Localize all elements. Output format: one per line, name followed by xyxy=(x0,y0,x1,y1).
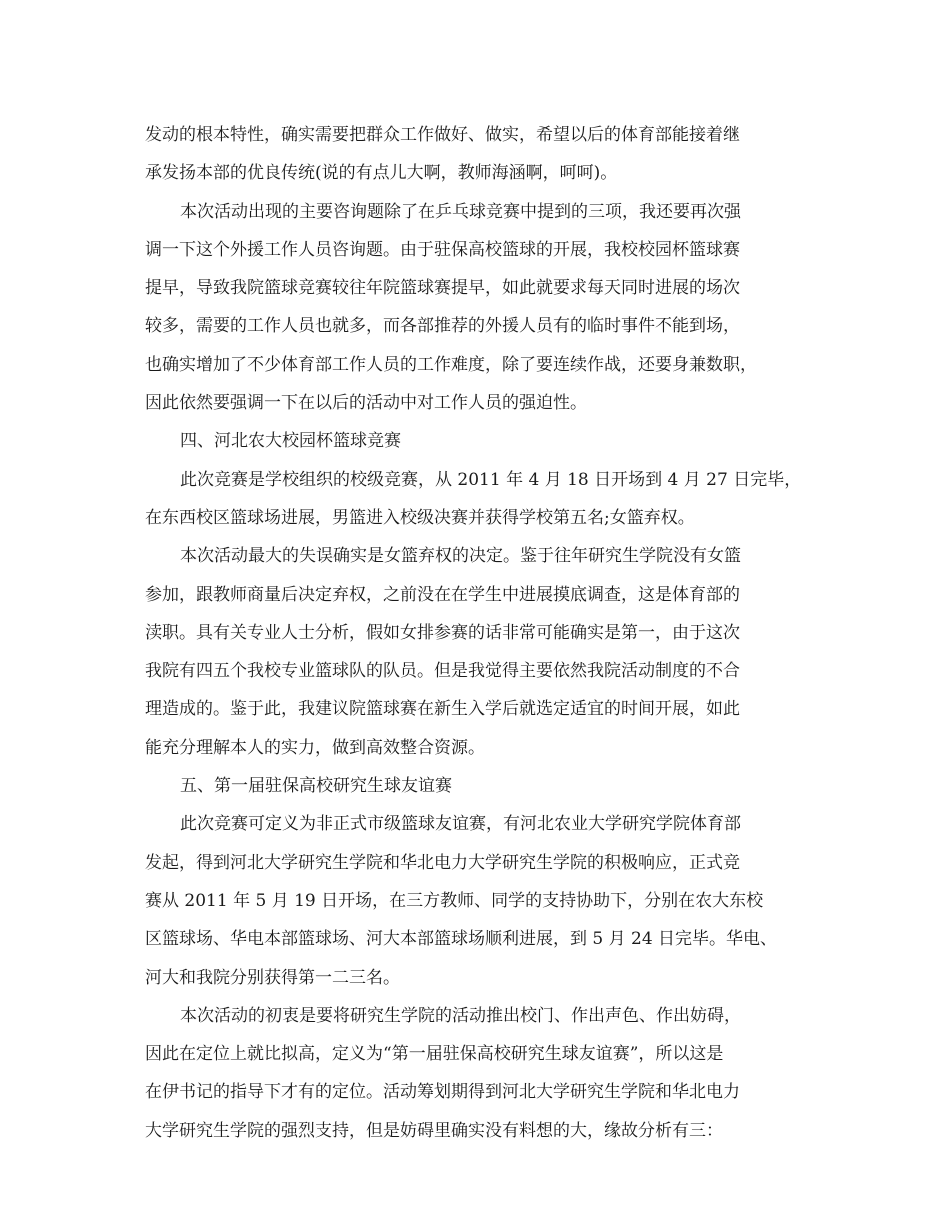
text-line: 调一下这个外援工作人员咨询题。由于驻保高校篮球的开展，我校校园杯篮球赛 xyxy=(145,239,740,260)
text-line: 本次活动的初衷是要将研究生学院的活动推出校门、作出声色、作出妨碍， xyxy=(180,1005,741,1026)
text-line: 赛从 2011 年 5 月 19 日开场，在三方教师、同学的支持协助下，分别在农大东校 xyxy=(145,890,764,911)
text-line: 发起，得到河北大学研究生学院和华北电力大学研究生学院的积极响应，正式竞 xyxy=(145,852,740,873)
text-line: 也确实增加了不少体育部工作人员的工作难度，除了要连续作战，还要身兼数职， xyxy=(145,354,757,375)
text-line: 在东西校区篮球场进展，男篮进入校级决赛并获得学校第五名;女篮弃权。 xyxy=(145,507,695,528)
text-line: 区篮球场、华电本部篮球场、河大本部篮球场顺利进展，到 5 月 24 日完毕。华电、 xyxy=(145,929,778,950)
text-line: 因此在定位上就比拟高，定义为“第一届驻保高校研究生球友谊赛”，所以这是 xyxy=(145,1044,724,1065)
text-line: 理造成的。鉴于此，我建议院篮球赛在新生入学后就选定适宜的时间开展，如此 xyxy=(145,699,740,720)
text-line: 此次竞赛是学校组织的校级竞赛，从 2011 年 4 月 18 日开场到 4 月 27 日完毕， xyxy=(180,469,802,490)
text-line: 河大和我院分别获得第一二三名。 xyxy=(145,967,400,988)
text-line: 四、河北农大校园杯篮球竞赛 xyxy=(180,431,401,452)
text-line: 本次活动最大的失误确实是女篮弃权的决定。鉴于往年研究生学院没有女篮 xyxy=(180,546,741,567)
text-line: 渎职。具有关专业人士分析，假如女排参赛的话非常可能确实是第一，由于这次 xyxy=(145,622,740,643)
text-line: 我院有四五个我校专业篮球队的队员。但是我觉得主要依然我院活动制度的不合 xyxy=(145,661,740,682)
text-line: 因此依然要强调一下在以后的活动中对工作人员的强迫性。 xyxy=(145,393,587,414)
text-line: 较多，需要的工作人员也就多，而各部推荐的外援人员有的临时事件不能到场， xyxy=(145,316,740,337)
text-line: 参加，跟教师商量后决定弃权，之前没在在学生中进展摸底调查，这是体育部的 xyxy=(145,584,740,605)
text-line: 承发扬本部的优良传统(说的有点儿大啊，教师海涵啊，呵呵)。 xyxy=(145,163,618,184)
text-line: 在伊书记的指导下才有的定位。活动筹划期得到河北大学研究生学院和华北电力 xyxy=(145,1082,740,1103)
body-text xyxy=(145,116,815,1150)
text-line: 能充分理解本人的实力，做到高效整合资源。 xyxy=(145,737,485,758)
text-line: 五、第一届驻保高校研究生球友谊赛 xyxy=(180,776,452,797)
text-line: 提早，导致我院篮球竞赛较往年院篮球赛提早，如此就要求每天同时进展的场次 xyxy=(145,278,740,299)
text-line: 大学研究生学院的强烈支持，但是妨碍里确实没有料想的大，缘故分析有三： xyxy=(145,1120,723,1141)
text-line: 本次活动出现的主要咨询题除了在乒乓球竞赛中提到的三项，我还要再次强 xyxy=(180,201,741,222)
text-line: 发动的根本特性，确实需要把群众工作做好、做实，希望以后的体育部能接着继 xyxy=(145,125,740,145)
text-line: 此次竞赛可定义为非正式市级篮球友谊赛，有河北农业大学研究学院体育部 xyxy=(180,814,741,835)
